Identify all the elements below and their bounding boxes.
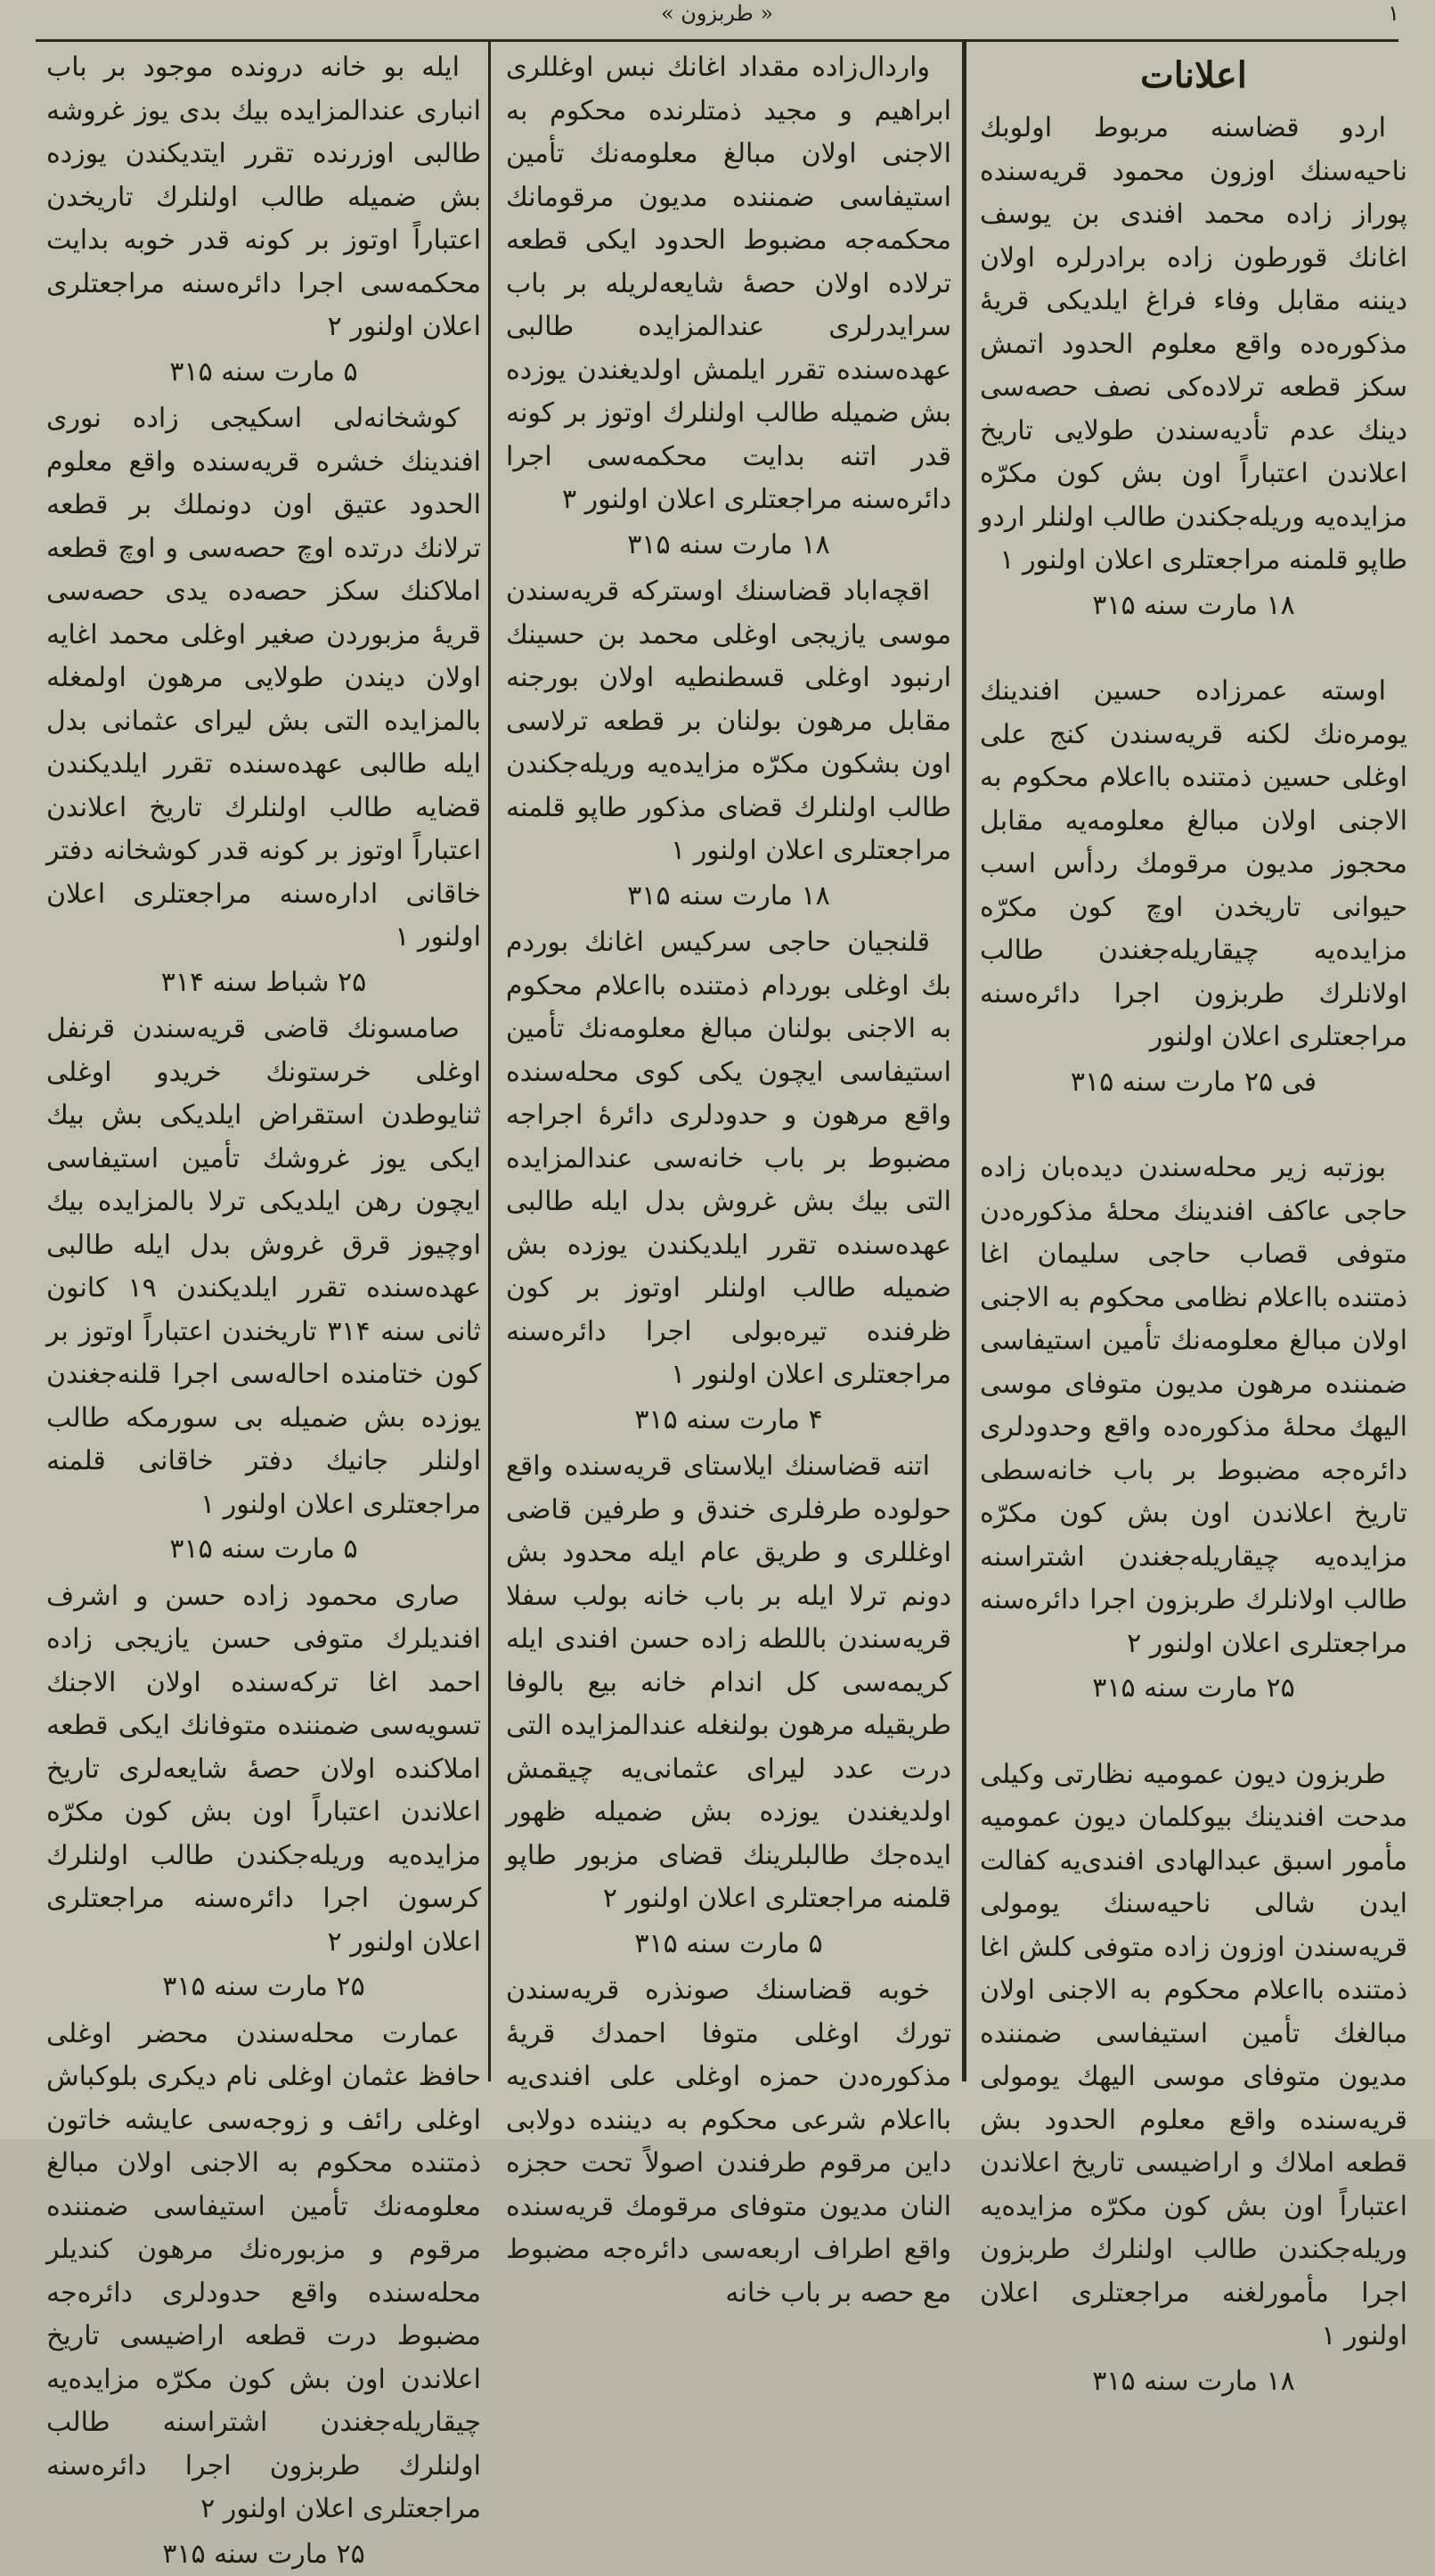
notice: [980, 1754, 1407, 2404]
notice-text: صاری محمود زاده حسن و اشرف افندیلرك متوفی حسن یازیجی زاده احمد اغا ترکه‌سنده اولان الاجنك تسویه‌سی ضمننده متوفانك ایکی قطعه املاکنده اولان حصهٔ شایعه‌لری تاریخ اعلاندن اعتباراً اون بش کون مکرّه مزایده‌یه وریله‌جکندن طالب اولنلرك کرسون اجرا دائره‌سنه مراجعتلری اعلان اولنور ۲: [46, 1575, 481, 1965]
newspaper-title: « طربزون »: [588, 0, 846, 27]
notice: [506, 1445, 951, 1966]
notice-text: بوزتبه زیر محله‌سندن دیده‌بان زاده حاجی عاکف افندینك محلهٔ مذکوره‌دن متوفی قصاب حاجی سلیمان اغا ذمتنده بااعلام نظامی محکوم به الاجنی اولان مبالغ معلومه‌نك تأمین استیفاسی ضمننده مرهون مدیون متوفای موسی الیهك محلهٔ مذکوره‌ده واقع وحدودلری دائره‌جه مضبوط بر باب خانه‌سطی تاریخ اعلاندن اون بش کون مکرّه مزایده‌یه چیقاریله‌جغندن اشتراسنه طالب اولانلرك طربزون اجرا دائره‌سنه مراجعتلری اعلان اولنور ۲: [980, 1147, 1407, 1665]
notice-date: ۱۸ مارت سنه ۳۱۵: [980, 585, 1407, 628]
notice-text: اقچه‌اباد قضاسنك اوسترکه قریه‌سندن موسی یازیجی اوغلی محمد بن حسینك ارنبود اوغلی قسطنطیه اولان بورجنه مقابل مرهون بولنان بر قطعه ترلاسی اون بشکون مکرّه مزایده‌یه وریله‌جکندن طالب اولنلرك قضای مذکور طاپو قلمنه مراجعتلری اعلان اولنور ۱: [506, 570, 951, 873]
notice-date: ۱۸ مارت سنه ۳۱۵: [506, 524, 951, 568]
notice: [46, 397, 481, 1004]
column-1: [980, 46, 1407, 2131]
page-number: ۱: [1388, 0, 1399, 27]
notice-text: اردو قضاسنه مربوط اولوبك ناحیه‌سنك اوزون محمود قریه‌سنده پوراز زاده محمد افندی بن یوسف اغانك قورطون زاده برادرلره اولان دیننه مقابل وفاء فراغ ایلدیکی قریهٔ مذکوره‌ده واقع معلوم الحدود اتمش سکز قطعه ترلاده‌کی نصف حصه‌سی دینك عدم تأدیه‌سندن طولایی تاریخ اعلاندن اعتباراً اون بش کون مکرّه مزایده‌یه وریله‌جکندن طالب اولنلر اردو طاپو قلمنه مراجعتلری اعلان اولنور ۱: [980, 107, 1407, 583]
notice-date: ۲۵ مارت سنه ۳۱۵: [46, 2533, 481, 2576]
column-divider-1: [962, 41, 966, 2081]
notice-text: عمارت محله‌سندن محضر اوغلی حافظ عثمان اوغلی نام دیکری بلوکباش اوغلی رائف و زوجه‌سی عایشه خاتون ذمتنده محکوم به الاجنی اولان مبالغ معلومه‌نك تأمین استیفاسی ضمننده مرقوم و مزبوره‌نك مرهون کندیلر محله‌سنده واقع حدودلری دائره‌جه مضبوط درت قطعه اراضیسی تاریخ اعلاندن اون بش کون مکرّه مزایده‌یه چیقاریله‌جغندن اشتراسنه طالب اولنلرك طربزون اجرا دائره‌سنه مراجعتلری اعلان اولنور ۲: [46, 2013, 481, 2531]
notice: [980, 107, 1407, 627]
column-divider-2: [488, 41, 491, 2081]
column-2: [506, 46, 951, 2131]
notice-text: ایله بو خانه درونده موجود بر باب انباری عندالمزایده بیك بدی یوز غروشه طالبی اوزرنده تقرر ایتدیکندن یوزده بش ضمیله طالب اولنلرك تاریخدن اعتباراً اوتوز بر کونه قدر خوبه بدایت محکمه‌سی اجرا دائره‌سنه مراجعتلری اعلان اولنور ۲: [46, 46, 481, 349]
notice-text: صامسونك قاضی قریه‌سندن قرنفل اوغلی خرستونك خریدو اوغلی ثنایوطدن استقراض ایلدیکی بش بیك ایکی یوز غروشك تأمین استیفاسی ایچون رهن ایلدیکی ترلا بالمزایده بیك اوچیوز قرق غروش بدل ایله طالبی عهده‌سنده تقرر ایلدیکندن ۱۹ کانون ثانی سنه ۳۱۴ تاریخندن اعتباراً اوتوز بر کون ختامنده احاله‌سی اجرا قلنه‌جغندن یوزده بش ضمیله بی سورمکه طالب اولنلر جانیك دفتر خاقانی قلمنه مراجعتلری اعلان اولنور ۱: [46, 1008, 481, 1526]
notice: [46, 1008, 481, 1572]
notice: [46, 1575, 481, 2009]
notice-text: خوبه قضاسنك صونذره قریه‌سندن تورك اوغلی متوفا احمدك قریهٔ مذکوره‌دن حمزه اوغلی علی افندی‌یه بااعلام شرعی محکوم به دیننده دولابی داین مرقوم طرفندن اصولاً تحت حجزه النان مدیون متوفای مرقومك قریه‌سنده واقع اطراف اربعه‌سی دائره‌جه مضبوط مع حصه بر باب خانه: [506, 1969, 951, 2315]
notice-text: واردال‌زاده مقداد اغانك نبس اوغللری ابراهیم و مجید ذمتلرنده محکوم به الاجنی اولان مبالغ معلومه‌نك تأمین استیفاسی ضمننده مدیون مرقومانك محکمه‌جه مضبوط الحدود ایکی قطعه ترلاده اولان حصهٔ شایعه‌لریله بر باب سرایدرلری عندالمزایده طالبی عهده‌سنده تقرر ایلمش اولدیغندن یوزده بش ضمیله طالب اولنلرك اوتوز بر کونه قدر اتنه بدایت محکمه‌سی اجرا دائره‌سنه مراجعتلری اعلان اولنور ۳: [506, 46, 951, 522]
notice-date: ۵ مارت سنه ۳۱۵: [46, 351, 481, 395]
header-rule: [36, 39, 1398, 42]
notice: [46, 46, 481, 394]
notice: [980, 670, 1407, 1104]
notice-date: ۵ مارت سنه ۳۱۵: [506, 1923, 951, 1967]
notice-text: قلنجیان حاجی سرکیس اغانك بوردم بك اوغلی بوردام ذمتنده بااعلام محکوم به الاجنی بولنان مبالغ معلومه‌نك تأمین استیفاسی ایچون یکی کوی محله‌سنده واقع مرهون و حدودلری دائرهٔ اجراجه مضبوط بر باب خانه‌سی عندالمزایده التی بیك بش غروش بدل ایله طالبی عهده‌سنده تقرر ایلدیکندن یوزده بش ضمیله طالب اولنلر اوتوز بر کون ظرفنده تیره‌بولی اجرا دائره‌سنه مراجعتلری اعلان اولنور ۱: [506, 921, 951, 1397]
notice-date: ۲۵ مارت سنه ۳۱۵: [980, 1667, 1407, 1711]
notice: [506, 46, 951, 567]
notice: [46, 2013, 481, 2576]
notice-date: ۲۵ شباط سنه ۳۱۴: [46, 961, 481, 1005]
notice: [506, 1969, 951, 2315]
notice-date: ۱۸ مارت سنه ۳۱۵: [980, 2360, 1407, 2404]
notice-text: طربزون دیون عمومیه نظارتی وکیلی مدحت افندینك بیوکلمان دیون عمومیه مأمور اسبق عبدالهادی افندی‌یه کفالت ایدن شالی ناحیه‌سنك یومولی قریه‌سندن اوزون زاده متوفی کلش اغا ذمتنده بااعلام محکوم به الاجنی اولان مبالغك تأمین استیفاسی ضمننده مدیون متوفای موسی الیهك یومولی قریه‌سنده واقع معلوم الحدود بش قطعه املاك و اراضیسی تاریخ اعلاندن اعتباراً اون بش کون مکرّه مزایده‌یه وریله‌جکندن طالب اولنلرك طربزون اجرا مأمورلغنه مراجعتلری اعلان اولنور ۱: [980, 1754, 1407, 2359]
notice-text: اتنه قضاسنك ایلاستای قریه‌سنده واقع حولوده طرفلری خندق و طرفین قاضی اوغللری و طریق عام ایله محدود بش دونم ترلا ایله بر باب خانه بولب سفلا قریه‌سندن باللطه زاده حسن افندی ایله کریمه‌سی کل اندام خانه بیع بالوفا طریقیله مرهون بولنغله عندالمزایده التی درت عدد لیرای عثمانی‌یه چیقمش اولدیغندن یوزده بش ضمیله ظهور ایده‌جك طالبلرینك قضای مزبور طاپو قلمنه مراجعتلری اعلان اولنور ۲: [506, 1445, 951, 1921]
notice: [506, 570, 951, 918]
notice-date: ۴ مارت سنه ۳۱۵: [506, 1399, 951, 1443]
notice: [980, 1147, 1407, 1711]
page-header: [0, 0, 1435, 41]
notice-date: فی ۲۵ مارت سنه ۳۱۵: [980, 1061, 1407, 1105]
section-title: اعلانات: [980, 50, 1407, 102]
notice-date: ۲۵ مارت سنه ۳۱۵: [46, 1966, 481, 2009]
notice-text: اوسته عمرزاده حسین افندینك یومره‌نك لکنه قریه‌سندن کنج علی اوغلی حسین ذمتنده بااعلام محکوم به الاجنی اولان مبالغ معلومه‌یه مقابل محجوز مدیون مرقومك ردأس اسب حیوانی تاریخدن اوچ کون مکرّه مزایده‌یه چیقاریله‌جغندن طالب اولانلرك طربزون اجرا دائره‌سنه مراجعتلری اعلان اولنور: [980, 670, 1407, 1059]
column-3: [46, 46, 481, 2131]
notice-date: ۵ مارت سنه ۳۱۵: [46, 1528, 481, 1572]
notice-date: ۱۸ مارت سنه ۳۱۵: [506, 875, 951, 919]
notice: [506, 921, 951, 1442]
notice-text: کوشخانه‌لی اسکیجی زاده نوری افندینك خشره قریه‌سنده واقع معلوم الحدود عتیق اون دونملك بر قطعه ترلانك درتده اوچ حصه‌سی و اوچ قطعه املاکنك سکز حصه‌ده یدی حصه‌سی قریهٔ مزبوردن صغیر اوغلی محمد اغایه اولان دیندن طولایی مرهون اولمغله بالمزایده التی بش لیرای عثمانی بدل ایله طالبی عهده‌سنده تقرر ایلدیکندن قضایه طالب اولنلرك تاریخ اعلاندن اعتباراً اوتوز بر کونه قدر کوشخانه دفتر خاقانی اداره‌سنه مراجعتلری اعلان اولنور ۱: [46, 397, 481, 960]
